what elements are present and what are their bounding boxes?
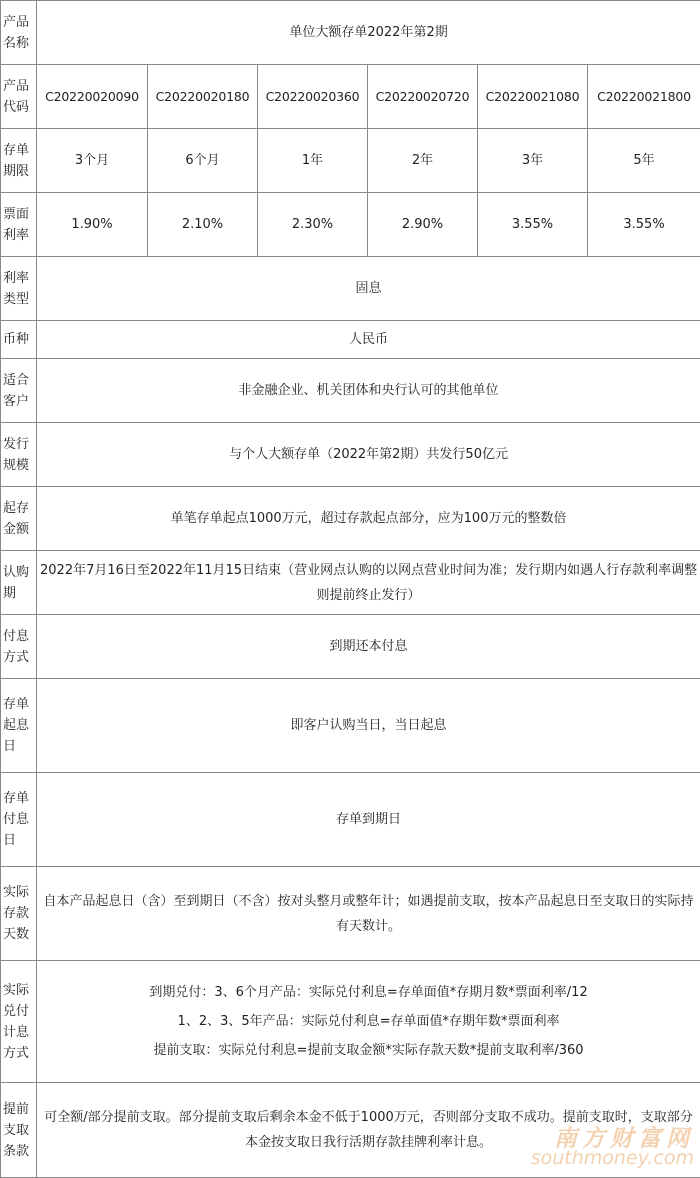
coupon-rate: 3.55% bbox=[478, 193, 588, 257]
coupon-rate: 3.55% bbox=[588, 193, 700, 257]
payment-method: 到期还本付息 bbox=[37, 615, 700, 679]
row-product-code bbox=[1, 65, 700, 129]
early-withdrawal: 可全额/部分提前支取。部分提前支取后剩余本金不低于1000万元，否则部分支取不成功。提前支取时，支取部分本金按支取日我行活期存款挂牌利率计息。 bbox=[37, 1083, 700, 1178]
label-subscription-period: 认购期 bbox=[1, 551, 37, 615]
row-interest-date bbox=[1, 773, 700, 867]
row-payment-method bbox=[1, 615, 700, 679]
label-actual-days: 实际存款天数 bbox=[1, 867, 37, 961]
label-interest-calc: 实际兑付计息方式 bbox=[1, 961, 37, 1083]
product-code: C20220021800 bbox=[588, 65, 700, 129]
term: 6个月 bbox=[148, 129, 258, 193]
label-product-code: 产品代码 bbox=[1, 65, 37, 129]
row-actual-days bbox=[1, 867, 700, 961]
row-coupon-rate bbox=[1, 193, 700, 257]
label-value-date: 存单起息日 bbox=[1, 679, 37, 773]
term: 3年 bbox=[478, 129, 588, 193]
term: 2年 bbox=[368, 129, 478, 193]
product-name: 单位大额存单2022年第2期 bbox=[37, 1, 700, 65]
coupon-rate: 1.90% bbox=[37, 193, 148, 257]
subscription-period: 2022年7月16日至2022年11月15日结束（营业网点认购的以网点营业时间为准；发行期内如遇人行存款利率调整则提前终止发行） bbox=[37, 551, 700, 615]
label-rate-type: 利率类型 bbox=[1, 257, 37, 321]
term: 5年 bbox=[588, 129, 700, 193]
label-coupon-rate: 票面利率 bbox=[1, 193, 37, 257]
row-early-withdrawal bbox=[1, 1083, 700, 1178]
label-currency: 币种 bbox=[1, 321, 37, 359]
issue-scale: 与个人大额存单（2022年第2期）共发行50亿元 bbox=[37, 423, 700, 487]
customer: 非金融企业、机关团体和央行认可的其他单位 bbox=[37, 359, 700, 423]
label-interest-date: 存单付息日 bbox=[1, 773, 37, 867]
coupon-rate: 2.90% bbox=[368, 193, 478, 257]
term: 1年 bbox=[258, 129, 368, 193]
actual-days: 自本产品起息日（含）至到期日（不含）按对头整月或整年计；如遇提前支取，按本产品起息日至支取日的实际持有天数计。 bbox=[37, 867, 700, 961]
product-code: C20220020720 bbox=[368, 65, 478, 129]
product-code: C20220020090 bbox=[37, 65, 148, 129]
coupon-rate: 2.30% bbox=[258, 193, 368, 257]
label-min-amount: 起存金额 bbox=[1, 487, 37, 551]
label-product-name: 产品名称 bbox=[1, 1, 37, 65]
term: 3个月 bbox=[37, 129, 148, 193]
coupon-rate: 2.10% bbox=[148, 193, 258, 257]
row-term bbox=[1, 129, 700, 193]
watermark-en: southmoney.com bbox=[531, 1147, 694, 1169]
currency: 人民币 bbox=[37, 321, 700, 359]
label-customer: 适合客户 bbox=[1, 359, 37, 423]
label-term: 存单期限 bbox=[1, 129, 37, 193]
product-code: C20220020180 bbox=[148, 65, 258, 129]
row-currency bbox=[1, 321, 700, 359]
interest-date: 存单到期日 bbox=[37, 773, 700, 867]
row-product-name bbox=[1, 1, 700, 65]
product-code: C20220021080 bbox=[478, 65, 588, 129]
label-payment-method: 付息方式 bbox=[1, 615, 37, 679]
calc-line: 到期兑付：3、6个月产品：实际兑付利息=存单面值*存期月数*票面利率/12 bbox=[40, 978, 697, 1007]
calc-line: 提前支取：实际兑付利息=提前支取金额*实际存款天数*提前支取利率/360 bbox=[40, 1036, 697, 1065]
row-customer bbox=[1, 359, 700, 423]
row-rate-type bbox=[1, 257, 700, 321]
watermark-cn: 南方财富网 bbox=[531, 1120, 694, 1153]
row-issue-scale bbox=[1, 423, 700, 487]
product-code: C20220020360 bbox=[258, 65, 368, 129]
row-min-amount bbox=[1, 487, 700, 551]
row-subscription-period bbox=[1, 551, 700, 615]
label-early-withdrawal: 提前支取条款 bbox=[1, 1083, 37, 1178]
row-interest-calc bbox=[1, 961, 700, 1083]
label-issue-scale: 发行规模 bbox=[1, 423, 37, 487]
row-value-date bbox=[1, 679, 700, 773]
rate-type: 固息 bbox=[37, 257, 700, 321]
value-date: 即客户认购当日，当日起息 bbox=[37, 679, 700, 773]
calc-line: 1、2、3、5年产品：实际兑付利息=存单面值*存期年数*票面利率 bbox=[40, 1007, 697, 1036]
interest-calc bbox=[37, 961, 700, 1083]
min-amount: 单笔存单起点1000万元，超过存款起点部分，应为100万元的整数倍 bbox=[37, 487, 700, 551]
